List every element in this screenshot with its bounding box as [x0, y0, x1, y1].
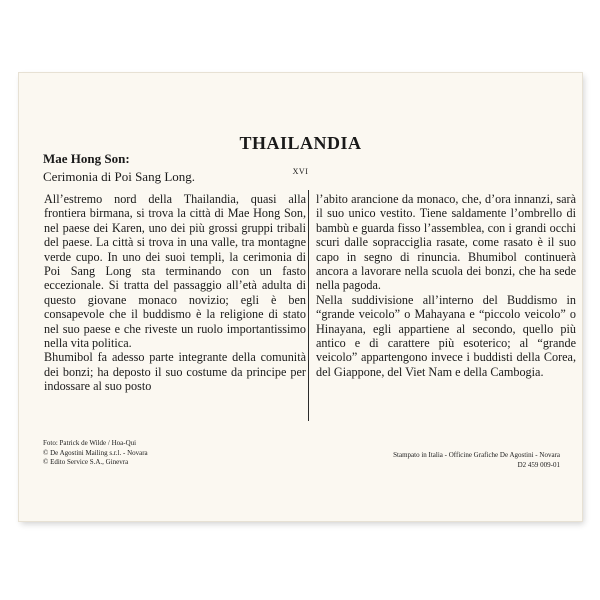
text-column-left	[44, 192, 306, 394]
printer-line: Stampato in Italia - Officine Grafiche De Agostini - Novara	[393, 451, 560, 459]
text-column-right	[316, 192, 576, 379]
paragraph: All’estremo nord della Thailandia, quasi alla frontiera birmana, si trova la città di Mae Hong Son, nel paese dei Karen, uno dei più grossi gruppi tribali del paese. La città si trova in una valle, tra montagne verde cupo. In uno dei suoi templi, la cerimonia di Poi Sang Long sta terminando con un fasto eccezionale. Si tratta del passaggio all’età adulta di questo giovane monaco novizio; egli è ben consapevole che il buddismo è la religione di stato nel suo paese e che riveste un ruolo importantissimo nella vita politica.	[44, 192, 306, 351]
location-heading: Mae Hong Son:	[43, 151, 130, 166]
paragraph: Nella suddivisione all’interno del Buddismo in “grande veicolo” o Mahayana e “piccolo veicolo” o Hinayana, egli appartiene al secondo, quello più antico e di carattere più esoterico; al “grande veicolo” appartengono invece i buddisti della Corea, del Giappone, del Viet Nam e della Cambogia.	[316, 292, 576, 379]
column-divider	[308, 190, 309, 421]
photo-caption: Cerimonia di Poi Sang Long.	[43, 169, 196, 184]
paragraph: l’abito arancione da monaco, che, d’ora innanzi, sarà il suo unico vestito. Tiene saldamente l’ombrello di bambù e guarda fisso l’assemblea, con i grandi occhi scuri dalle sopracciglia rasate, come rasato è il suo capo in segno di rinuncia. Bhumibol continuerà ancora a lavorare nella scuola dei bonzi, che ha sede nella pagoda.	[316, 192, 576, 293]
product-code: D2 459 009-01	[517, 460, 560, 469]
postcard-back	[19, 73, 582, 521]
credit-line: © De Agostini Mailing s.r.l. - Novara	[43, 448, 148, 457]
card-number: XVI	[292, 167, 309, 176]
credit-line: © Edito Service S.A., Ginevra	[43, 458, 129, 467]
card-title: THAILANDIA	[239, 133, 362, 153]
credit-line: Foto: Patrick de Wilde / Hoa-Qui	[43, 439, 137, 447]
photo-credits	[43, 439, 148, 468]
printer-info	[393, 451, 560, 470]
paragraph: Bhumibol fa adesso parte integrante della comunità dei bonzi; ha deposto il suo costume da principe per indossare al suo posto	[44, 350, 306, 394]
